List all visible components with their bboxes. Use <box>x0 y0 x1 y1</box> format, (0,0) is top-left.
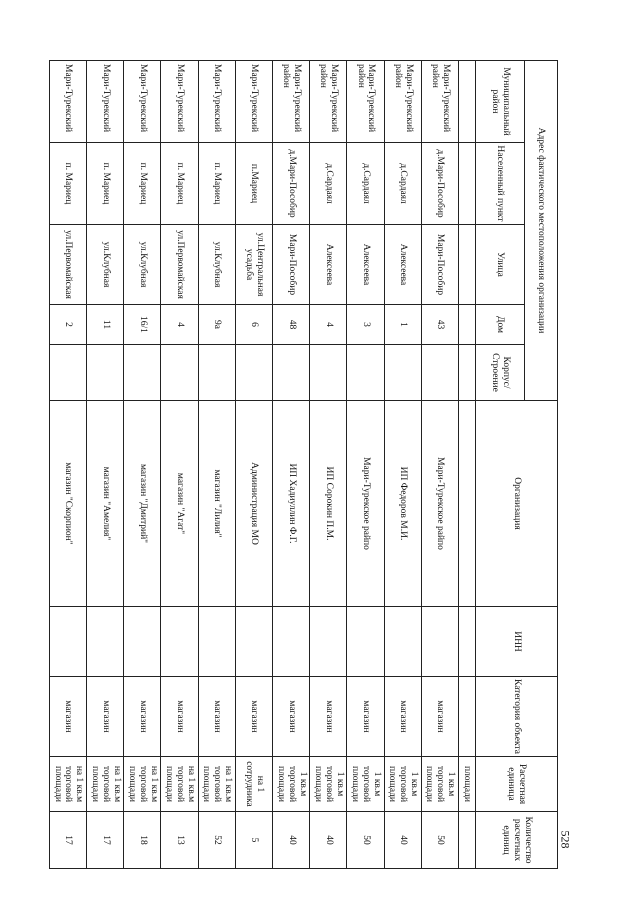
cell-category: магазин <box>384 677 421 757</box>
cell-unit: 1 кв.м торговой площади <box>310 757 347 812</box>
cell-unit: на 1 сотрудника <box>235 757 272 812</box>
cell-settlement: п. Мариец <box>87 143 124 225</box>
cell-house: 43 <box>421 305 458 345</box>
cell-street: ул.Первомайская <box>161 225 198 305</box>
cell-house: 4 <box>161 305 198 345</box>
cell-building <box>384 345 421 401</box>
cell-municipal: Мари-Турекский район <box>421 61 458 143</box>
cell-inn <box>161 607 198 677</box>
unit-header: Расчетная единица <box>476 757 558 812</box>
cell-municipal: Мари-Турекский <box>124 61 161 143</box>
cell-house: 9а <box>198 305 235 345</box>
cell-count: 17 <box>87 812 124 869</box>
cell-house: 6 <box>235 305 272 345</box>
cell-inn <box>235 607 272 677</box>
cell-count: 13 <box>161 812 198 869</box>
cell-category: магазин <box>198 677 235 757</box>
street-header: Улица <box>476 225 525 305</box>
cell-house: 16/1 <box>124 305 161 345</box>
table-row <box>87 61 124 869</box>
cell-house: 11 <box>87 305 124 345</box>
cell-category: магазин <box>421 677 458 757</box>
cell-municipal: Мари-Турекский <box>161 61 198 143</box>
cell-organization: магазин "Агат" <box>161 401 198 607</box>
cell-municipal: Мари-Турекский район <box>310 61 347 143</box>
table-row <box>421 61 458 869</box>
page-number: 528 <box>558 830 573 849</box>
cell-organization: ИП Федоров М.И. <box>384 401 421 607</box>
cell-category: магазин <box>273 677 310 757</box>
cell-unit: 1 кв.м торговой площади <box>384 757 421 812</box>
cell-house: 1 <box>384 305 421 345</box>
continuation-unit: площади <box>459 757 476 812</box>
cell-street: ул.Клубная <box>124 225 161 305</box>
cell-organization: магазин "Дмитрий" <box>124 401 161 607</box>
cell-inn <box>347 607 384 677</box>
settlement-header: Населенный пункт <box>476 143 525 225</box>
cell-count: 18 <box>124 812 161 869</box>
table-row <box>347 61 384 869</box>
cell-inn <box>198 607 235 677</box>
continuation-row <box>459 61 476 869</box>
cell-municipal: Мари-Турекский <box>198 61 235 143</box>
cell-street: ул.Клубная <box>87 225 124 305</box>
cell-house: 2 <box>49 305 86 345</box>
cell-building <box>347 345 384 401</box>
cell-settlement: д.Сардаял <box>310 143 347 225</box>
cell-count: 50 <box>347 812 384 869</box>
cell-organization: Мари-Турекское райпо <box>347 401 384 607</box>
cell-category: магазин <box>310 677 347 757</box>
table-row <box>49 61 86 869</box>
cell-unit: 1 кв.м торговой площади <box>421 757 458 812</box>
cell-municipal: Мари-Турекский <box>235 61 272 143</box>
cell-settlement: п. Мариец <box>49 143 86 225</box>
cell-building <box>198 345 235 401</box>
cell-settlement: д.Мари-Пособир <box>273 143 310 225</box>
cell-building <box>49 345 86 401</box>
municipal-header: Муниципальный район <box>476 61 525 143</box>
cell-organization: Администрация МО <box>235 401 272 607</box>
cell-municipal: Мари-Турекский район <box>384 61 421 143</box>
cell-municipal: Мари-Турекский <box>87 61 124 143</box>
cell-house: 3 <box>347 305 384 345</box>
cell-building <box>124 345 161 401</box>
house-header: Дом <box>476 305 525 345</box>
cell-unit: на 1 кв.м торговой площади <box>198 757 235 812</box>
cell-category: магазин <box>87 677 124 757</box>
cell-inn <box>124 607 161 677</box>
cell-settlement: д.Мари-Пособир <box>421 143 458 225</box>
cell-inn <box>384 607 421 677</box>
cell-count: 40 <box>310 812 347 869</box>
cell-inn <box>421 607 458 677</box>
cell-house: 4 <box>310 305 347 345</box>
cell-unit: на 1 кв.м торговой площади <box>161 757 198 812</box>
cell-settlement: п. Мариец <box>124 143 161 225</box>
table-row <box>273 61 310 869</box>
cell-inn <box>310 607 347 677</box>
cell-organization: магазин "Лилия" <box>198 401 235 607</box>
cell-street: Алексеева <box>384 225 421 305</box>
cell-street: Мари-Пособир <box>273 225 310 305</box>
table-row <box>310 61 347 869</box>
cell-building <box>161 345 198 401</box>
cell-organization: магазин "Скорпион" <box>49 401 86 607</box>
cell-count: 40 <box>273 812 310 869</box>
cell-street: ул.Клубная <box>198 225 235 305</box>
cell-inn <box>273 607 310 677</box>
cell-municipal: Мари-Турекский <box>49 61 86 143</box>
cell-street: Алексеева <box>347 225 384 305</box>
cell-house: 48 <box>273 305 310 345</box>
cell-unit: на 1 кв.м торговой площади <box>87 757 124 812</box>
inn-header: ИНН <box>476 607 558 677</box>
cell-municipal: Мари-Турекский район <box>273 61 310 143</box>
cell-municipal: Мари-Турекский район <box>347 61 384 143</box>
cell-category: магазин <box>161 677 198 757</box>
cell-count: 52 <box>198 812 235 869</box>
cell-building <box>235 345 272 401</box>
cell-street: ул.Первомайская <box>49 225 86 305</box>
address-group-header: Адрес фактического местоположения организации <box>525 61 558 401</box>
cell-street: Алексеева <box>310 225 347 305</box>
cell-organization: ИП Хадиуллин Ф.Г. <box>273 401 310 607</box>
cell-organization: Мари-Турекское райпо <box>421 401 458 607</box>
cell-street: ул.Центральная усадьба <box>235 225 272 305</box>
cell-settlement: п. Мариец <box>161 143 198 225</box>
cell-settlement: д.Сардаял <box>347 143 384 225</box>
cell-count: 17 <box>49 812 86 869</box>
cell-settlement: п.Мариец <box>235 143 272 225</box>
count-header: Количество расчетных единиц <box>476 812 558 869</box>
table-row <box>235 61 272 869</box>
cell-inn <box>87 607 124 677</box>
cell-settlement: д.Сардаял <box>384 143 421 225</box>
cell-building <box>421 345 458 401</box>
table-row <box>124 61 161 869</box>
cell-building <box>87 345 124 401</box>
cell-inn <box>49 607 86 677</box>
cell-building <box>310 345 347 401</box>
cell-organization: магазин "Амелия" <box>87 401 124 607</box>
cell-count: 40 <box>384 812 421 869</box>
cell-category: магазин <box>49 677 86 757</box>
cell-unit: 1 кв.м торговой площади <box>273 757 310 812</box>
table-row <box>198 61 235 869</box>
organization-header: Организация <box>476 401 558 607</box>
cell-organization: ИП Сорокин П.М. <box>310 401 347 607</box>
cell-count: 5 <box>235 812 272 869</box>
cell-settlement: п. Мариец <box>198 143 235 225</box>
cell-unit: на 1 кв.м торговой площади <box>49 757 86 812</box>
cell-building <box>273 345 310 401</box>
table-row <box>161 61 198 869</box>
cell-category: магазин <box>347 677 384 757</box>
cell-unit: на 1 кв.м торговой площади <box>124 757 161 812</box>
category-header: Категория объекта <box>476 677 558 757</box>
cell-category: магазин <box>235 677 272 757</box>
cell-category: магазин <box>124 677 161 757</box>
organizations-table <box>49 60 558 869</box>
cell-count: 50 <box>421 812 458 869</box>
cell-street: Мари-Пособир <box>421 225 458 305</box>
building-header: Корпус/ Строение <box>476 345 525 401</box>
cell-unit: 1 кв.м торговой площади <box>347 757 384 812</box>
table-row <box>384 61 421 869</box>
rotated-table-container <box>52 60 558 868</box>
